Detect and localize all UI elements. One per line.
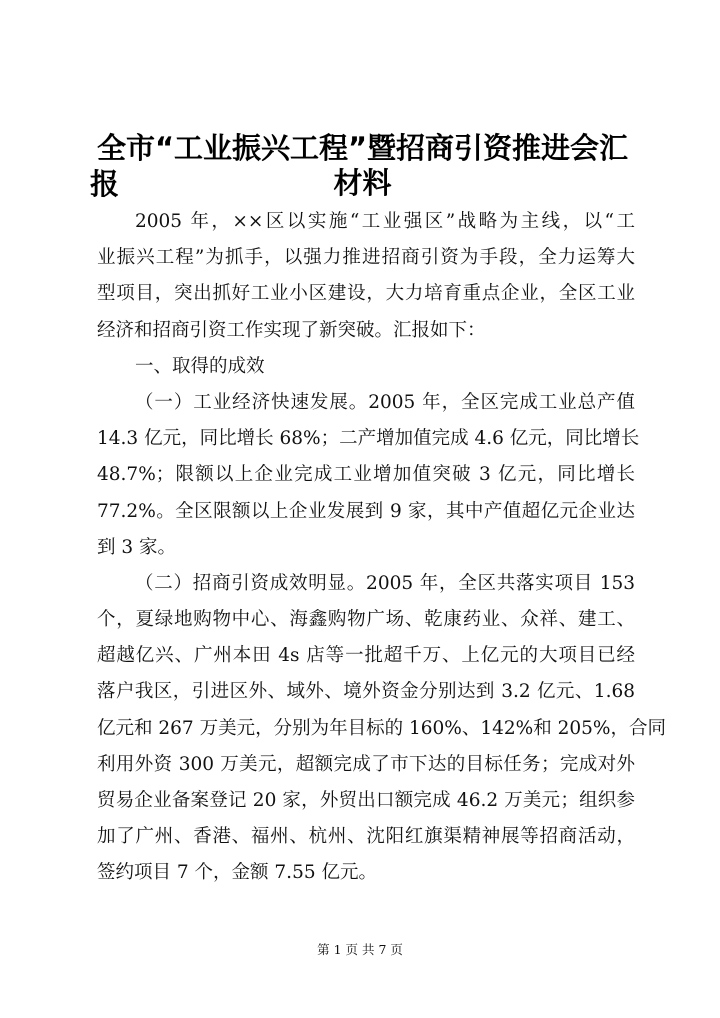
text-line: 14.3 亿元，同比增长 68%；二产增加值完成 4.6 亿元，同比增长 xyxy=(97,428,640,450)
text-line: 加了广州、香港、福州、杭州、沈阳红旗渠精神展等招商活动， xyxy=(97,826,635,848)
document-body xyxy=(97,204,667,892)
text-line: （一）工业经济快速发展。2005 年，全区完成工业总产值 xyxy=(135,391,635,413)
text-line: 一、取得的成效 xyxy=(135,355,265,377)
document-title-line-2: 材料 xyxy=(333,166,392,200)
text-line: 型项目，突出抓好工业小区建设，大力培育重点企业，全区工业 xyxy=(97,283,635,305)
document-title-line-1: 全市“工业振兴工程”暨招商引资推进会汇报 xyxy=(90,131,629,201)
text-line: 业振兴工程”为抓手，以强力推进招商引资为手段，全力运筹大 xyxy=(97,247,635,269)
text-line: 利用外资 300 万美元，超额完成了市下达的目标任务；完成对外 xyxy=(97,753,635,775)
text-line: 个，夏绿地购物中心、海鑫购物广场、乾康药业、众祥、建工、 xyxy=(97,609,635,631)
text-line: 超越亿兴、广州本田 4s 店等一批超千万、上亿元的大项目已经 xyxy=(97,645,635,667)
text-line: 到 3 家。 xyxy=(97,536,177,558)
page-number-footer: 第 1 页 共 7 页 xyxy=(317,942,403,957)
text-line: 贸易企业备案登记 20 家，外贸出口额完成 46.2 万美元；组织参 xyxy=(97,790,635,811)
text-line: 签约项目 7 个，金额 7.55 亿元。 xyxy=(97,862,377,884)
text-line: 77.2%。全区限额以上企业发展到 9 家，其中产值超亿元企业达 xyxy=(97,500,635,522)
text-line: （二）招商引资成效明显。2005 年，全区共落实项目 153 xyxy=(135,572,635,594)
text-line: 经济和招商引资工作实现了新突破。汇报如下： xyxy=(97,319,486,341)
text-line: 亿元和 267 万美元，分别为年目标的 160%、142%和 205%，合同 xyxy=(97,717,667,739)
text-line: 2005 年，××区以实施“工业强区”战略为主线，以“工 xyxy=(135,211,635,232)
text-line: 48.7%；限额以上企业完成工业增加值突破 3 亿元，同比增长 xyxy=(97,464,635,486)
text-line: 落户我区，引进区外、域外、境外资金分别达到 3.2 亿元、1.68 xyxy=(97,681,635,703)
